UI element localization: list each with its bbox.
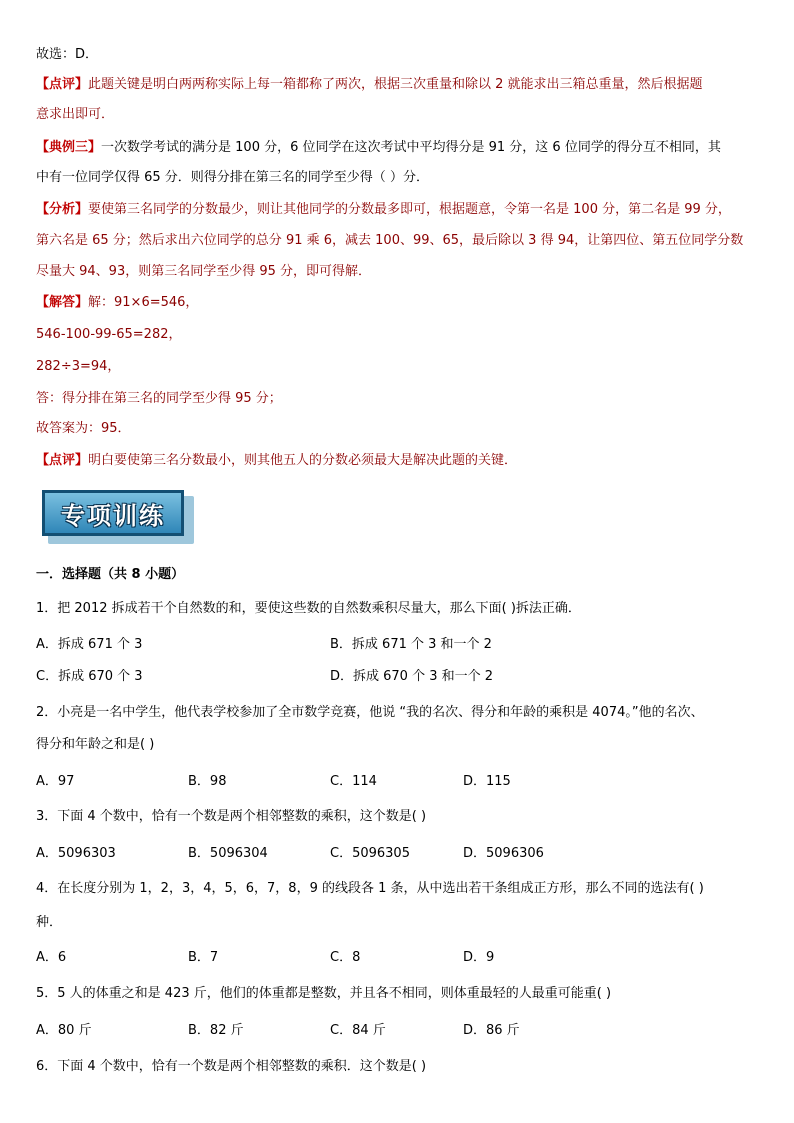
q2-option-a: A．97 <box>36 774 75 789</box>
example-line <box>36 139 721 157</box>
comment-tag: 【点评】 <box>36 77 89 92</box>
comment-line-3 <box>36 452 517 470</box>
comment-line-2: 意求出即可． <box>36 107 115 122</box>
q1-option-d: D．拆成 670 个 3 和一个 2 <box>330 669 494 684</box>
q3-option-c: C．5096305 <box>330 846 410 861</box>
question-1: 1．把 2012 拆成若干个自然数的和，要使这些数的自然数乘积尽量大，那么下面( )拆法正确． <box>36 601 581 616</box>
q5-option-a: A．80 斤 <box>36 1023 92 1038</box>
question-5: 5．5 人的体重之和是 423 斤，他们的体重都是整数，并且各不相同，则体重最轻的人最重可能重( ) <box>36 986 612 1001</box>
question-3: 3．下面 4 个数中，恰有一个数是两个相邻整数的乘积，这个数是( ) <box>36 809 427 824</box>
example-tag: 【典例三】 <box>36 140 102 155</box>
comment-text-2: 明白要使第三名分数最小，则其他五人的分数必须最大是解决此题的关键． <box>88 453 518 468</box>
q1-option-b: B．拆成 671 个 3 和一个 2 <box>330 637 492 652</box>
example-line-2: 中有一位同学仅得 65 分．则得分排在第三名的同学至少得（ ）分． <box>36 170 429 185</box>
analysis-text: 要使第三名同学的分数最少，则让其他同学的分数最多即可，根据题意，令第一名是 100 分，第二名是 99 分， <box>88 202 731 217</box>
solution-step-1: 546-100-99-65=282， <box>36 327 182 342</box>
question-4: 4．在长度分别为 1，2，3，4，5，6，7，8，9 的线段各 1 条，从中选出若干条组成正方形，那么不同的选法有( ) <box>36 881 704 896</box>
q5-option-c: C．84 斤 <box>330 1023 386 1038</box>
solution-line <box>36 294 198 312</box>
q3-option-b: B．5096304 <box>188 846 268 861</box>
q1-option-c: C．拆成 670 个 3 <box>36 669 143 684</box>
q4-option-c: C．8 <box>330 950 361 965</box>
section-title: 一．选择题（共 8 小题） <box>36 567 185 582</box>
q5-option-d: D．86 斤 <box>463 1023 520 1038</box>
question-6: 6．下面 4 个数中，恰有一个数是两个相邻整数的乘积．这个数是( ) <box>36 1059 427 1074</box>
q2-option-c: C．114 <box>330 774 377 789</box>
solution-text: 解：91×6=546， <box>88 295 199 310</box>
example-text: 一次数学考试的满分是 100 分，6 位同学在这次考试中平均得分是 91 分，这 6 位同学的得分互不相同，其 <box>101 140 721 155</box>
q3-option-d: D．5096306 <box>463 846 544 861</box>
comment-line <box>36 76 703 94</box>
q1-option-a: A．拆成 671 个 3 <box>36 637 143 652</box>
special-training-banner <box>42 490 196 546</box>
final-answer: 故答案为：95． <box>36 421 131 436</box>
question-2-line-2: 得分和年龄之和是( ) <box>36 737 155 752</box>
q5-option-b: B．82 斤 <box>188 1023 244 1038</box>
comment-tag-2: 【点评】 <box>36 453 89 468</box>
answer-line: 故选：D． <box>36 47 99 62</box>
solution-answer: 答：得分排在第三名的同学至少得 95 分； <box>36 391 282 406</box>
q4-option-b: B．7 <box>188 950 219 965</box>
analysis-line <box>36 201 731 219</box>
q3-option-a: A．5096303 <box>36 846 116 861</box>
question-4-line-2: 种． <box>36 915 63 930</box>
comment-text: 此题关键是明白两两称实际上每一箱都称了两次，根据三次重量和除以 2 就能求出三箱总重量，然后根据题 <box>88 77 703 92</box>
banner-label: 专项训练 <box>61 500 165 530</box>
analysis-line-2: 第六名是 65 分；然后求出六位同学的总分 91 乘 6，减去 100、99、65，最后除以 3 得 94，让第四位、第五位同学分数 <box>36 233 744 248</box>
q4-option-a: A．6 <box>36 950 67 965</box>
solution-step-2: 282÷3=94， <box>36 359 121 374</box>
analysis-line-3: 尽量大 94、93，则第三名同学至少得 95 分，即可得解． <box>36 264 372 279</box>
q2-option-b: B．98 <box>188 774 227 789</box>
question-2: 2．小亮是一名中学生，他代表学校参加了全市数学竞赛，他说 “我的名次、得分和年龄的乘积是 4074。”他的名次、 <box>36 705 704 720</box>
analysis-tag: 【分析】 <box>36 202 89 217</box>
solution-tag: 【解答】 <box>36 295 89 310</box>
q4-option-d: D．9 <box>463 950 495 965</box>
q2-option-d: D．115 <box>463 774 511 789</box>
